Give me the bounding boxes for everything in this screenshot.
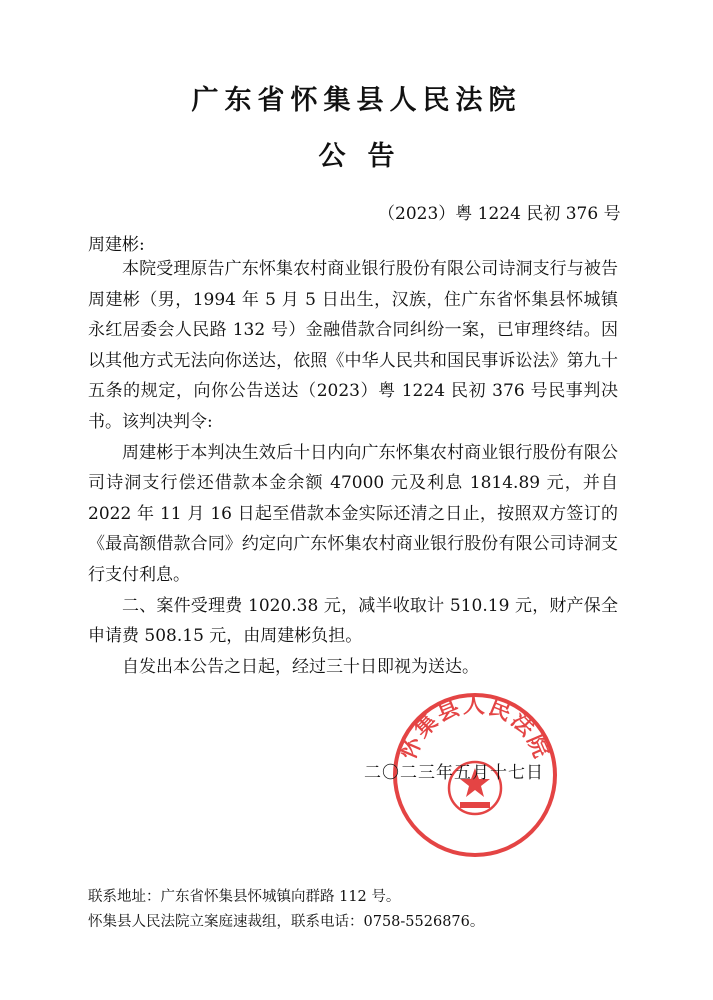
paragraph-service-notice: 自发出本公告之日起，经过三十日即视为送达。 [122,656,479,677]
announcement-date: 二〇二三年五月十七日 [364,763,544,783]
case-number: （2023）粤 1224 民初 376 号 [378,204,621,224]
document-title: 公告 [318,141,417,172]
announcement-body [88,254,618,682]
svg-text:怀集县人民法院: 怀集县人民法院 [395,693,555,764]
contact-address: 联系地址：广东省怀集县怀城镇向群路 112 号。 [88,889,401,905]
addressee: 周建彬: [88,235,145,255]
paragraph-judgment-item-1: 周建彬于本判决生效后十日内向广东怀集农村商业银行股份有限公司诗洞支行偿还借款本金余额 47000 元及利息 1814.89 元，并自 2022 年 11 月 16 日起至借款本金实际还清之日止，按照双方签订的《最高额借款合同》约定向广东怀集农村商业银行股份有限公司诗洞支行支付利息。 [88,442,618,585]
contact-phone: 怀集县人民法院立案庭速裁组，联系电话：0758-5526876。 [88,914,485,930]
contact-info [88,885,484,935]
paragraph-judgment-item-2: 二、案件受理费 1020.38 元，减半收取计 510.19 元，财产保全申请费 508.15 元，由周建彬负担。 [88,595,618,647]
paragraph-case-intro: 本院受理原告广东怀集农村商业银行股份有限公司诗洞支行与被告周建彬（男，1994 年 5 月 5 日出生，汉族，住广东省怀集县怀城镇永红居委会人民路 132 号）金融借款合同纠纷一案，已审理终结。因以其他方式无法向你送达，依照《中华人民共和国民事诉讼法》第九十五条的规定，向你公告送达（2023）粤 1224 民初 376 号民事判决书。该判决判令: [88,259,618,432]
court-name: 广东省怀集县人民法院 [191,85,522,116]
